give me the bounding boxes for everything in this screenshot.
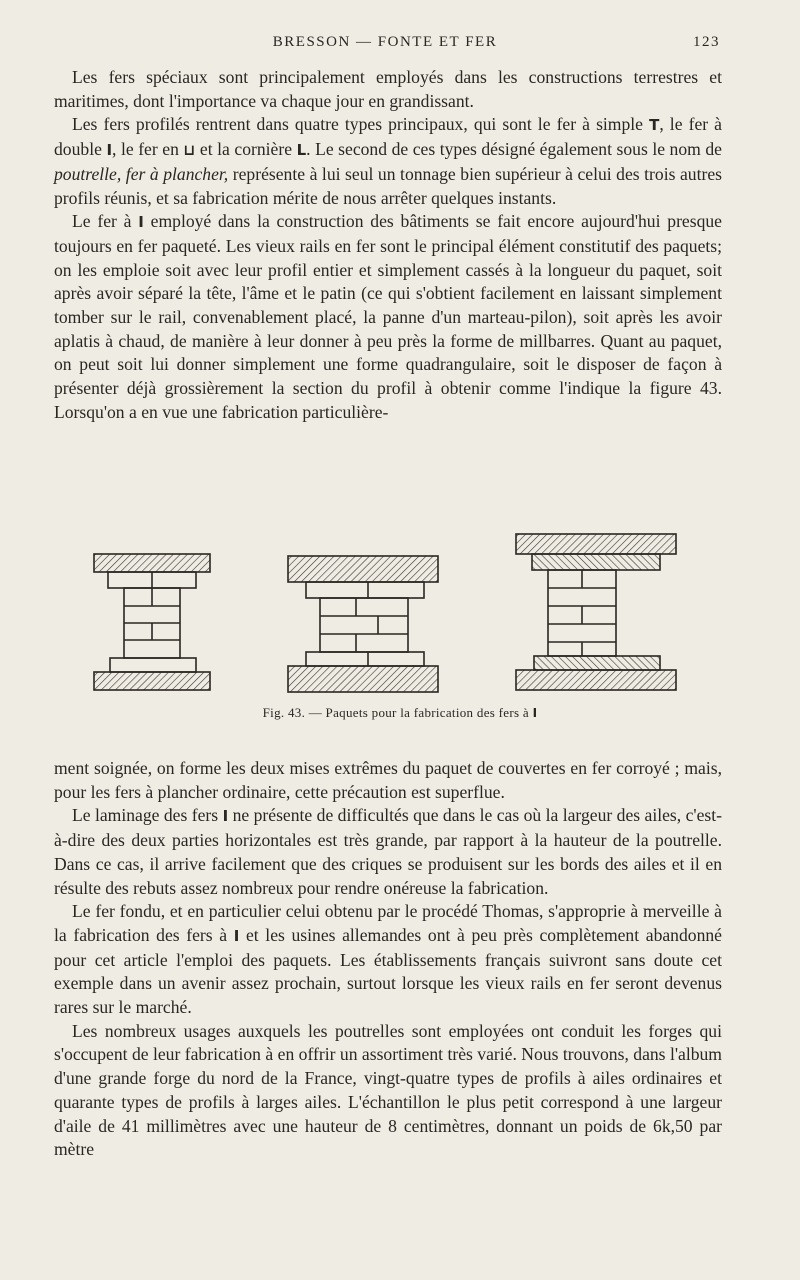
u-profile-icon: ⊔ <box>183 141 196 160</box>
i-profile-icon: I <box>138 213 144 232</box>
packet-1 <box>94 554 210 690</box>
i-profile-icon: I <box>233 926 240 945</box>
paragraph-1: Les fers spéciaux sont principalement employés dans les constructions terrestres et maritimes, dont l'importance va chaque jour en grandissant. <box>54 67 722 111</box>
i-profile-icon: I <box>106 141 113 160</box>
paragraph-7: Les nombreux usages auxquels les poutrelles sont employées ont conduit les forges qui s'occupent de leur fabrication à en offrir un assortiment très varié. Nous trouvons, dans l'album d'une grande forge du nord de la France, vingt-quatre types de profils à ailes ordinaires et quarante types de profils à larges ailes. L'échantillon le plus petit correspond à une largeur d'aile de 41 millimètres avec une hauteur de 8 centimètres, donnant un poids de 6k,50 par mètre <box>54 1020 722 1160</box>
text-block-top <box>54 66 722 425</box>
packet-3 <box>516 534 676 690</box>
running-title: BRESSON — FONTE ET FER <box>272 34 498 50</box>
paragraph-3: Le fer à I employé dans la construction des bâtiments se fait encore aujourd'hui presque toujours en fer paqueté. Les vieux rails en fer sont le principal élément constitutif des paquets; on les emploie soit avec leur profil entier et simplement cassés à la longueur du paquet, soit après avoir séparé la tête, l'âme et le patin (ce qui s'obtient facilement en laissant simplement tomber sur le rail, convenablement placé, la panne d'un marteau-pilon), soit après les avoir aplatis à chaud, de manière à leur donner à peu près la forme de millbarres. Quant au paquet, on peut soit lui donner simplement une forme quadrangulaire, soit le disposer de façon à présenter déjà grossièrement la section du profil à obtenir comme l'indique la figure 43. Lorsqu'on a en vue une fabrication particulière- <box>54 211 722 422</box>
figure-caption: Fig. 43. — Paquets pour la fabrication des fers à I <box>262 705 538 720</box>
t-profile-icon: T <box>649 116 660 135</box>
figure-43-packets <box>88 526 688 698</box>
paragraph-4: ment soignée, on forme les deux mises extrêmes du paquet de couvertes en fer corroyé ; mais, pour les fers à plancher ordinaire, cette précaution est superflue. <box>54 758 722 802</box>
paragraph-6: Le fer fondu, et en particulier celui obtenu par le procédé Thomas, s'approprie à merveille à la fabrication des fers à I et les usines allemandes ont à peu près complètement abandonné pour cet article l'emploi des paquets. Les établissements français suivront sans doute cet exemple dans un avenir assez prochain, surtout lorsque les vieux rails en fer seront devenus rares sur le marché. <box>54 901 722 1018</box>
i-profile-icon: I <box>222 807 229 826</box>
paragraph-2: Les fers profilés rentrent dans quatre types principaux, qui sont le fer à simple T, le fer à double I, le fer en ⊔ et la cornière L. Le second de ces types désigné également sous le nom de poutrelle, fer à plancher, représente à lui seul un tonnage bien supérieur à celui des trois autres profils réunis, et sa fabrication mérite de nous arrêter quelques instants. <box>54 114 722 208</box>
l-profile-icon: L <box>296 141 307 160</box>
paragraph-5: Le laminage des fers I ne présente de difficultés que dans le cas où la largeur des ailes, c'est-à-dire des deux parties horizontales est très grande, par rapport à la hauteur de la poutrelle. Dans ce cas, il arrive facilement que des criques se produisent sur les bords des ailes et il en résulte des rebuts assez nombreux pour rendre onéreuse la fabrication. <box>54 805 722 898</box>
page-number: 123 <box>693 34 720 50</box>
text-block-bottom <box>54 757 722 1162</box>
packet-2 <box>288 556 438 692</box>
running-header <box>50 34 720 54</box>
i-profile-icon: I <box>532 706 538 720</box>
